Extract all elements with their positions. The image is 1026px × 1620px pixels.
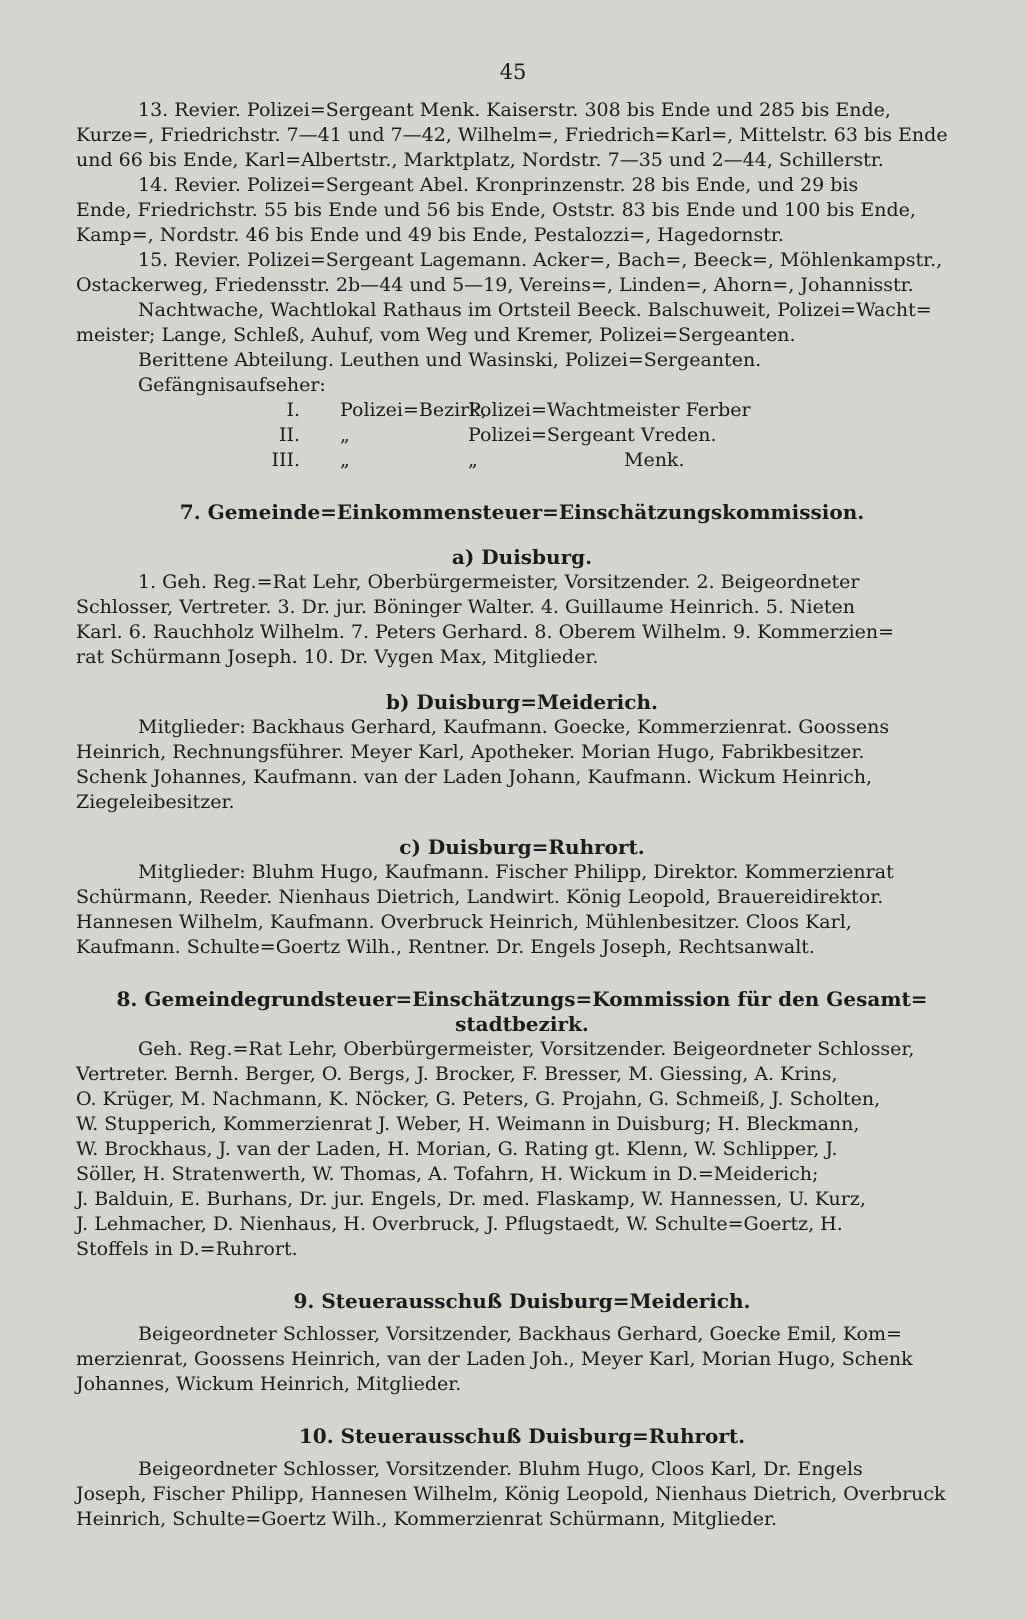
- text-line: Gefängnisaufseher:: [138, 374, 326, 396]
- text-line: Heinrich, Rechnungsführer. Meyer Karl, Apotheker. Morian Hugo, Fabrikbesitzer.: [76, 741, 865, 763]
- text-line: Heinrich, Schulte=Goertz Wilh., Kommerzienrat Schürmann, Mitglieder.: [76, 1508, 777, 1530]
- text-line: O. Krüger, M. Nachmann, K. Nöcker, G. Peters, G. Projahn, G. Schmeiß, J. Scholten,: [76, 1088, 881, 1110]
- text-line: meister; Lange, Schleß, Auhuf, vom Weg und Kremer, Polizei=Sergeanten.: [76, 324, 796, 346]
- text-line: Nachtwache, Wachtlokal Rathaus im Ortsteil Beeck. Balschuweit, Polizei=Wacht=: [138, 299, 932, 321]
- jail-district: Polizei=Bezirk,: [340, 399, 487, 421]
- jail-row: [76, 448, 968, 473]
- subsection-heading: c) Duisburg=Ruhrort.: [399, 835, 645, 859]
- roman-numeral: III.: [271, 449, 300, 471]
- section-heading-continued: stadtbezirk.: [455, 1012, 589, 1036]
- text-line: Söller, H. Stratenwerth, W. Thomas, A. Tofahrn, H. Wickum in D.=Meiderich;: [76, 1163, 819, 1185]
- roman-numeral: II.: [278, 424, 300, 446]
- text-line: 14. Revier. Polizei=Sergeant Abel. Kronprinzenstr. 28 bis Ende, und 29 bis: [138, 174, 859, 196]
- text-line: Ostackerweg, Friedensstr. 2b—44 und 5—19, Vereins=, Linden=, Ahorn=, Johannisstr.: [76, 274, 914, 296]
- text-line: Berittene Abteilung. Leuthen und Wasinski, Polizei=Sergeanten.: [138, 349, 762, 371]
- text-line: Schürmann, Reeder. Nienhaus Dietrich, Landwirt. König Leopold, Brauereidirektor.: [76, 886, 884, 908]
- subsection-heading: a) Duisburg.: [451, 545, 593, 569]
- text-line: Mitglieder: Backhaus Gerhard, Kaufmann. Goecke, Kommerzienrat. Goossens: [138, 716, 890, 738]
- text-line: W. Stupperich, Kommerzienrat J. Weber, H. Weimann in Duisburg; H. Bleckmann,: [76, 1113, 860, 1135]
- text-line: W. Brockhaus, J. van der Laden, H. Morian, G. Rating gt. Klenn, W. Schlipper, J.: [76, 1138, 838, 1160]
- section-heading: 10. Steuerausschuß Duisburg=Ruhrort.: [298, 1424, 746, 1448]
- section-heading: 8. Gemeindegrundsteuer=Einschätzungs=Kommission für den Gesamt=: [116, 987, 928, 1011]
- jail-officer-name: Menk.: [624, 449, 685, 471]
- text-line: Beigeordneter Schlosser, Vorsitzender. Bluhm Hugo, Cloos Karl, Dr. Engels: [138, 1458, 863, 1480]
- jail-district: „: [340, 424, 350, 446]
- section-heading: 7. Gemeinde=Einkommensteuer=Einschätzungskommission.: [179, 500, 865, 524]
- text-line: Karl. 6. Rauchholz Wilhelm. 7. Peters Gerhard. 8. Oberem Wilhelm. 9. Kommerzien=: [76, 621, 895, 643]
- text-line: Schlosser, Vertreter. 3. Dr. jur. Böninger Walter. 4. Guillaume Heinrich. 5. Nieten: [76, 596, 855, 618]
- text-line: Mitglieder: Bluhm Hugo, Kaufmann. Fischer Philipp, Direktor. Kommerzienrat: [138, 861, 894, 883]
- text-line: Vertreter. Bernh. Berger, O. Bergs, J. Brocker, F. Bresser, M. Giessing, A. Krins,: [76, 1063, 838, 1085]
- jail-row: [76, 398, 968, 423]
- text-line: und 66 bis Ende, Karl=Albertstr., Marktplatz, Nordstr. 7—35 und 2—44, Schillerstr.: [76, 149, 884, 171]
- text-line: J. Balduin, E. Burhans, Dr. jur. Engels, Dr. med. Flaskamp, W. Hannessen, U. Kurz,: [76, 1188, 866, 1210]
- jail-officer: Polizei=Wachtmeister Ferber: [468, 399, 751, 421]
- text-line: Schenk Johannes, Kaufmann. van der Laden Johann, Kaufmann. Wickum Heinrich,: [76, 766, 873, 788]
- jail-officer: „: [468, 449, 478, 471]
- jail-row: [76, 423, 968, 448]
- page-number: 45: [499, 60, 527, 84]
- text-line: Joseph, Fischer Philipp, Hannesen Wilhelm, König Leopold, Nienhaus Dietrich, Overbruck: [76, 1483, 946, 1505]
- text-line: 13. Revier. Polizei=Sergeant Menk. Kaiserstr. 308 bis Ende und 285 bis Ende,: [138, 99, 891, 121]
- text-line: Beigeordneter Schlosser, Vorsitzender, Backhaus Gerhard, Goecke Emil, Kom=: [138, 1323, 902, 1345]
- jail-district: „: [340, 449, 350, 471]
- text-column: [76, 98, 968, 1532]
- text-line: Geh. Reg.=Rat Lehr, Oberbürgermeister, Vorsitzender. Beigeordneter Schlosser,: [138, 1038, 915, 1060]
- text-line: 1. Geh. Reg.=Rat Lehr, Oberbürgermeister, Vorsitzender. 2. Beigeordneter: [138, 571, 860, 593]
- text-line: Ziegeleibesitzer.: [76, 791, 235, 813]
- subsection-heading: b) Duisburg=Meiderich.: [386, 690, 658, 714]
- text-line: Stoffels in D.=Ruhrort.: [76, 1238, 298, 1260]
- jail-officer: Polizei=Sergeant Vreden.: [468, 424, 717, 446]
- text-line: Kamp=, Nordstr. 46 bis Ende und 49 bis Ende, Pestalozzi=, Hagedornstr.: [76, 224, 784, 246]
- text-line: Ende, Friedrichstr. 55 bis Ende und 56 bis Ende, Oststr. 83 bis Ende und 100 bis Ende,: [76, 199, 916, 221]
- text-line: rat Schürmann Joseph. 10. Dr. Vygen Max, Mitglieder.: [76, 646, 599, 668]
- text-line: Kurze=, Friedrichstr. 7—41 und 7—42, Wilhelm=, Friedrich=Karl=, Mittelstr. 63 bis Ende: [76, 124, 948, 146]
- section-heading: 9. Steuerausschuß Duisburg=Meiderich.: [293, 1289, 751, 1313]
- text-line: J. Lehmacher, D. Nienhaus, H. Overbruck, J. Pflugstaedt, W. Schulte=Goertz, H.: [76, 1213, 843, 1235]
- text-line: Johannes, Wickum Heinrich, Mitglieder.: [76, 1373, 462, 1395]
- text-line: Hannesen Wilhelm, Kaufmann. Overbruck Heinrich, Mühlenbesitzer. Cloos Karl,: [76, 911, 852, 933]
- text-line: merzienrat, Goossens Heinrich, van der Laden Joh., Meyer Karl, Morian Hugo, Schenk: [76, 1348, 913, 1370]
- text-line: Kaufmann. Schulte=Goertz Wilh., Rentner. Dr. Engels Joseph, Rechtsanwalt.: [76, 936, 815, 958]
- text-line: 15. Revier. Polizei=Sergeant Lagemann. Acker=, Bach=, Beeck=, Möhlenkampstr.,: [138, 249, 943, 271]
- roman-numeral: I.: [286, 399, 300, 421]
